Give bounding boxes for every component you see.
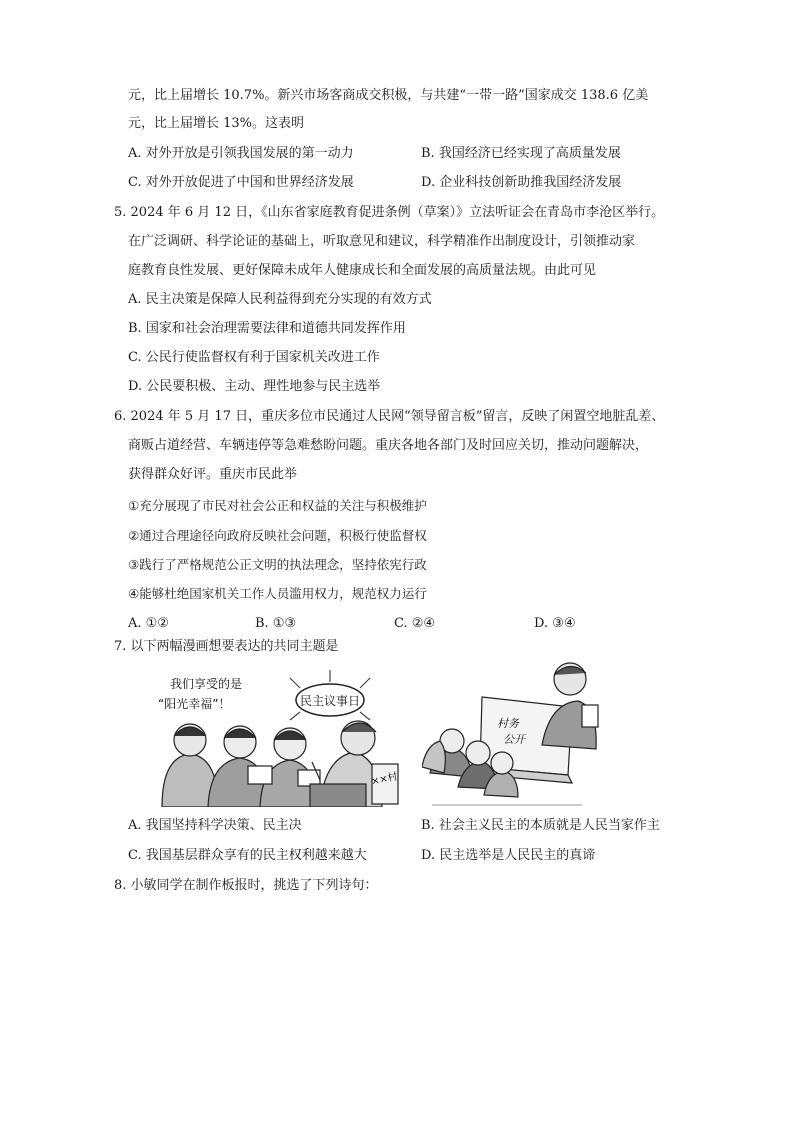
q7-option-b: B. 社会主义民主的本质就是人民当家作主: [421, 818, 660, 833]
q5-stem-line-2: 在广泛调研、科学论证的基础上，听取意见和建议，科学精准作出制度设计，引领推动家: [128, 234, 636, 249]
q5-option-d: D. 公民要积极、主动、理性地参与民主选举: [128, 379, 381, 394]
q7-option-c: C. 我国基层群众享有的民主权利越来越大: [128, 848, 367, 863]
q7-option-d: D. 民主选举是人民民主的真谛: [421, 848, 596, 863]
q4-option-a: A. 对外开放是引领我国发展的第一动力: [128, 146, 354, 161]
cartoon-2-board-line-2: 公开: [503, 733, 525, 746]
q6-stem-line-3: 获得群众好评。重庆市民此举: [128, 467, 298, 482]
cartoon-1-drawing: [150, 662, 402, 807]
q8-stem: 8. 小敏同学在制作板报时，挑选了下列诗句：: [114, 878, 378, 893]
q6-stem-line-2: 商贩占道经营、车辆违停等急难愁盼问题。重庆各地各部门及时回应关切，推动问题解决，: [128, 438, 649, 453]
cartoon-2-drawing: [422, 655, 602, 807]
q4-option-d: D. 企业科技创新助推我国经济发展: [421, 175, 622, 190]
q6-statement-1: ①充分展现了市民对社会公正和权益的关注与积极维护: [128, 498, 427, 513]
q7-stem: 7. 以下两幅漫画想要表达的共同主题是: [114, 639, 339, 654]
cartoon-democratic-discussion: [150, 662, 402, 807]
q6-statement-3: ③践行了严格规范公正文明的执法理念，坚持依宪行政: [128, 557, 427, 572]
q5-stem-line-1: 5. 2024 年 6 月 12 日，《山东省家庭教育促进条例（草案）》立法听证会在青岛市李沧区举行。: [114, 205, 665, 220]
q6-stem-line-1: 6. 2024 年 5 月 17 日，重庆多位市民通过人民网“领导留言板”留言，反映了闲置空地脏乱差、: [114, 409, 665, 424]
q5-option-a: A. 民主决策是保障人民利益得到充分实现的有效方式: [128, 292, 432, 307]
q5-option-b: B. 国家和社会治理需要法律和道德共同发挥作用: [128, 321, 406, 336]
q5-stem-line-3: 庭教育良性发展、更好保障未成年人健康成长和全面发展的高质量法规。由此可见: [128, 263, 597, 278]
q5-option-c: C. 公民行使监督权有利于国家机关改进工作: [128, 350, 380, 365]
cartoon-1-village-label: ××村: [370, 771, 399, 788]
cartoon-2-board-line-1: 村务: [497, 717, 519, 730]
q4-option-c: C. 对外开放促进了中国和世界经济发展: [128, 175, 354, 190]
q6-statement-2: ②通过合理途径向政府反映社会问题，积极行使监督权: [128, 528, 427, 543]
q6-option-c: C. ②④: [394, 616, 436, 631]
q4-stem-line-1: 元，比上届增长 10.7%。新兴市场客商成交积极，与共建“一带一路”国家成交 138.6 亿美: [128, 88, 649, 103]
q6-option-b: B. ①③: [255, 616, 297, 631]
q7-option-a: A. 我国坚持科学决策、民主决: [128, 818, 302, 833]
cartoon-1-sign: 民主议事日: [299, 694, 361, 708]
q6-option-a: A. ①②: [128, 616, 169, 631]
q6-statement-4: ④能够杜绝国家机关工作人员滥用权力，规范权力运行: [128, 586, 427, 601]
q6-option-d: D. ③④: [534, 616, 576, 631]
cartoon-village-affairs: [422, 655, 602, 807]
cartoon-1-speech-line-2: “阳光幸福”！: [158, 697, 231, 711]
q4-option-b: B. 我国经济已经实现了高质量发展: [421, 146, 621, 161]
q4-stem-line-2: 元，比上届增长 13%。这表明: [128, 116, 305, 131]
cartoon-1-speech-line-1: 我们享受的是: [170, 677, 243, 691]
